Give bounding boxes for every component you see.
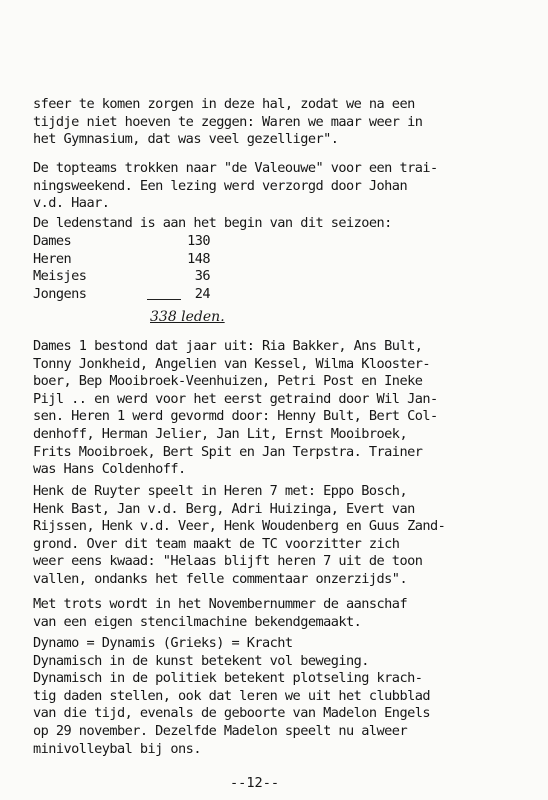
- membership-value: 24: [194, 285, 210, 302]
- membership-value: 36: [194, 268, 210, 285]
- membership-value: 148: [187, 250, 210, 267]
- membership-label: Dames: [33, 233, 72, 249]
- membership-label: Meisjes: [33, 268, 87, 285]
- paragraph-heren-7: Henk de Ruyter speelt in Heren 7 met: Eppo Bosch, Henk Bast, Jan v.d. Berg, Adri Huizinga, Evert van Rijssen, Henk v.d. Veer, Henk Woudenberg en Guus Zand- grond. Over dit team maakt de TC voorzitter zich weer eens kwaad: "Helaas blijft heren 7 uit de toon vallen, ondanks het felle commentaar onzerzijds".: [33, 483, 446, 587]
- page-number: --12--: [230, 775, 280, 791]
- paragraph-stencil-machine: Met trots wordt in het Novembernummer de aanschaf van een eigen stencilmachine bekendgemaakt.: [33, 596, 408, 630]
- handwritten-total: 338 leden.: [150, 309, 225, 325]
- membership-label: Heren: [33, 250, 72, 267]
- paragraph-hall: sfeer te komen zorgen in deze hal, zodat we na een tijdje niet hoeven te zeggen: Waren we maar weer in het Gymnasium, dat was veel gezelliger".: [33, 96, 423, 148]
- membership-value: 130: [187, 233, 210, 249]
- paragraph-membership-intro: De ledenstand is aan het begin van dit seizoen:: [33, 215, 392, 231]
- paragraph-training-weekend: De topteams trokken naar "de Valeouwe" voor een trai- ningsweekend. Een lezing werd verzorgd door Johan v.d. Haar.: [33, 160, 438, 212]
- membership-label: Jongens: [33, 285, 87, 302]
- paragraph-dynamo: Dynamo = Dynamis (Grieks) = Kracht Dynamisch in de kunst betekent vol beweging. Dynamisch in de politiek betekent plotseling krach- tig daden stellen, ook dat leren we uit het clubblad van die tijd, evenals de geboorte van Madelon Engels op 29 november. Dezelfde Madelon speelt nu alweer minivolleybal bij ons.: [33, 635, 430, 757]
- sum-underline: [147, 299, 181, 300]
- paragraph-dames-heren-1: Dames 1 bestond dat jaar uit: Ria Bakker, Ans Bult, Tonny Jonkheid, Angelien van Kessel, Wilma Klooster- boer, Bep Mooibroek-Veenhuizen, Petri Post en Ineke Pijl .. en werd voor het eerst getraind door Wil Jan- sen. Heren 1 werd gevormd door: Henny Bult, Bert Col- denhoff, Herman Jelier, Jan Lit, Ernst Mooibroek, Frits Mooibroek, Bert Spit en Jan Terpstra. Trainer was Hans Coldenhoff.: [33, 338, 438, 478]
